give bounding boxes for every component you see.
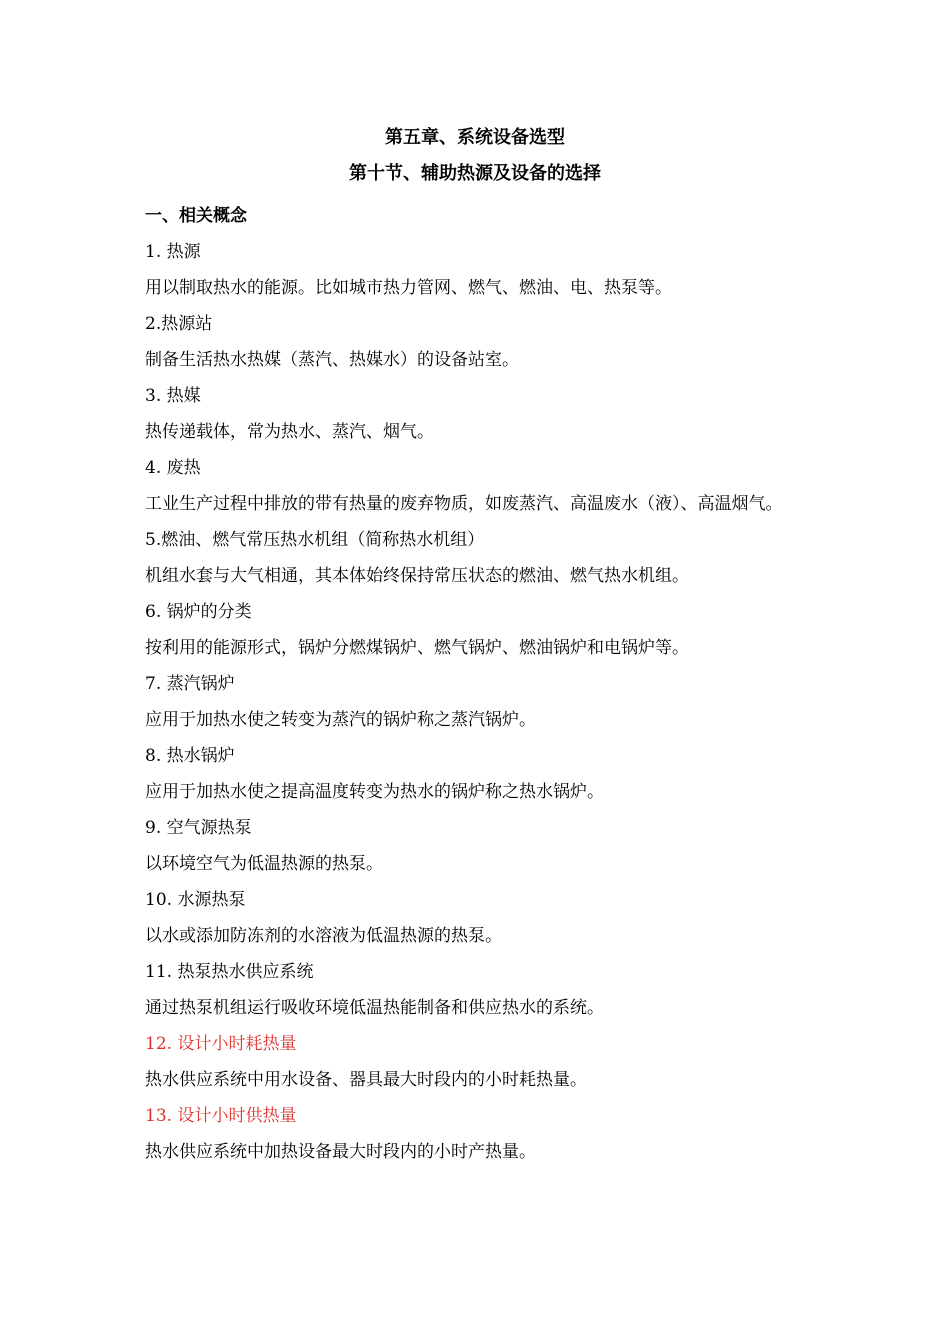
definition-2: 制备生活热水热媒（蒸汽、热媒水）的设备站室。 (145, 350, 519, 370)
term-4: 4. 废热 (145, 458, 201, 478)
definition-13: 热水供应系统中加热设备最大时段内的小时产热量。 (145, 1142, 536, 1162)
definition-7: 应用于加热水使之转变为蒸汽的锅炉称之蒸汽锅炉。 (145, 710, 536, 730)
definition-8: 应用于加热水使之提高温度转变为热水的锅炉称之热水锅炉。 (145, 782, 604, 802)
definition-10: 以水或添加防冻剂的水溶液为低温热源的热泵。 (145, 926, 502, 946)
chapter-title: 第五章、系统设备选型 (385, 127, 565, 148)
definition-6: 按利用的能源形式，锅炉分燃煤锅炉、燃气锅炉、燃油锅炉和电锅炉等。 (145, 638, 689, 658)
definition-4: 工业生产过程中排放的带有热量的废弃物质，如废蒸汽、高温废水（液）、高温烟气。 (145, 494, 783, 514)
definition-12: 热水供应系统中用水设备、器具最大时段内的小时耗热量。 (145, 1070, 587, 1090)
term-5: 5.燃油、燃气常压热水机组（简称热水机组） (145, 530, 485, 550)
term-7: 7. 蒸汽锅炉 (145, 674, 235, 694)
section-title: 第十节、辅助热源及设备的选择 (349, 163, 601, 184)
part-heading: 一、相关概念 (145, 206, 247, 226)
definition-11: 通过热泵机组运行吸收环境低温热能制备和供应热水的系统。 (145, 998, 604, 1018)
term-3: 3. 热媒 (145, 386, 201, 406)
term-11: 11. 热泵热水供应系统 (145, 962, 314, 982)
term-10: 10. 水源热泵 (145, 890, 246, 910)
term-12-highlighted: 12. 设计小时耗热量 (145, 1034, 297, 1054)
term-13-highlighted: 13. 设计小时供热量 (145, 1106, 297, 1126)
document-body (145, 198, 810, 1170)
term-9: 9. 空气源热泵 (145, 818, 252, 838)
definition-5: 机组水套与大气相通，其本体始终保持常压状态的燃油、燃气热水机组。 (145, 566, 689, 586)
term-2: 2.热源站 (145, 314, 213, 334)
term-8: 8. 热水锅炉 (145, 746, 235, 766)
definition-9: 以环境空气为低温热源的热泵。 (145, 854, 383, 874)
term-1: 1. 热源 (145, 242, 201, 262)
definition-3: 热传递载体，常为热水、蒸汽、烟气。 (145, 422, 434, 442)
term-6: 6. 锅炉的分类 (145, 602, 252, 622)
definition-1: 用以制取热水的能源。比如城市热力管网、燃气、燃油、电、热泵等。 (145, 278, 672, 298)
